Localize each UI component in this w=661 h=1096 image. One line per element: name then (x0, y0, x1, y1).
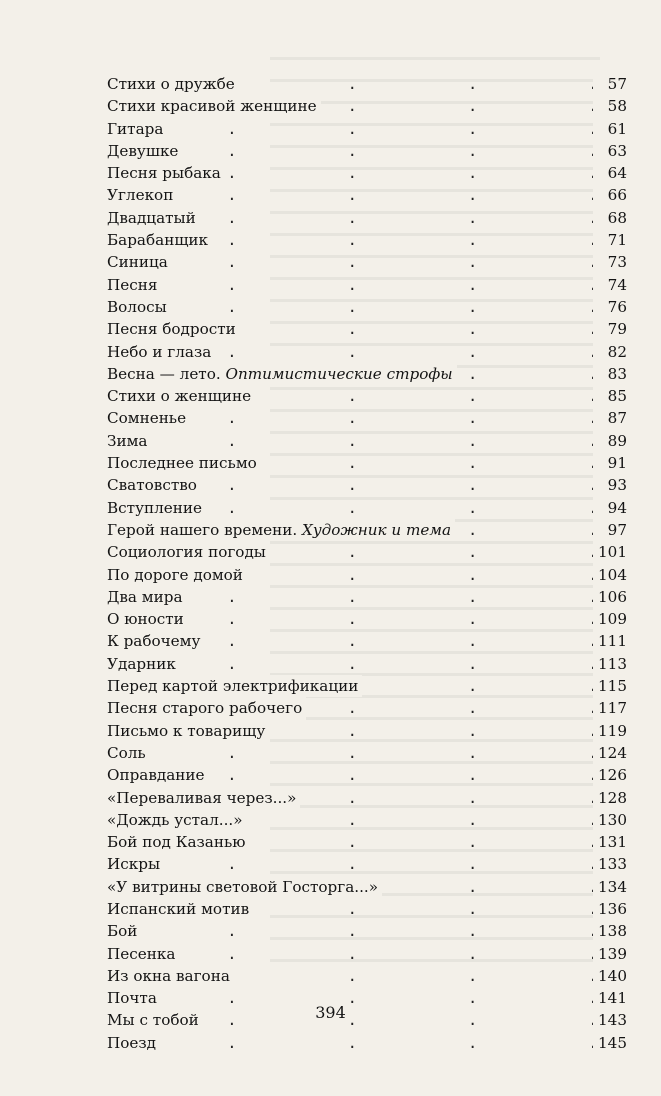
page-number: 394 (315, 1003, 346, 1022)
toc-entry (107, 675, 627, 697)
toc-entry-title (107, 876, 382, 898)
toc-entry (107, 853, 627, 875)
toc-entry-title (107, 920, 141, 942)
toc-entry (107, 274, 627, 296)
toc-entry-title (107, 184, 177, 206)
toc-entry-title-text: Синица (107, 253, 168, 272)
toc-entry (107, 207, 627, 229)
toc-entry (107, 586, 627, 608)
toc-entry (107, 1032, 627, 1054)
toc-entry (107, 140, 627, 162)
dot-leader (107, 274, 593, 296)
toc-entry (107, 564, 627, 586)
toc-entry-page-number: 93 (593, 474, 627, 496)
toc-entry-page-number: 89 (593, 430, 627, 452)
toc-entry-title-text: Почта (107, 989, 157, 1008)
toc-entry-page-number: 130 (593, 809, 627, 831)
toc-entry-title-text: Соль (107, 743, 146, 762)
toc-entry-page-number: 85 (593, 385, 627, 407)
toc-entry-page-number: 101 (593, 541, 627, 563)
toc-entry-title (107, 675, 362, 697)
toc-entry-title-text: К рабочему (107, 632, 201, 651)
toc-entry-title (107, 831, 249, 853)
toc-entry (107, 430, 627, 452)
toc-entry-title (107, 95, 321, 117)
toc-entry-title (107, 1009, 203, 1031)
toc-entry-title (107, 341, 215, 363)
toc-entry (107, 118, 627, 140)
toc-entry (107, 184, 627, 206)
dot-leader (107, 296, 593, 318)
toc-entry-title-text: Из окна вагона (107, 966, 230, 985)
toc-entry-title (107, 564, 247, 586)
dot-leader (107, 920, 593, 942)
toc-entry-page-number: 140 (593, 965, 627, 987)
toc-entry-page-number: 109 (593, 608, 627, 630)
toc-entry-page-number: 68 (593, 207, 627, 229)
toc-entry-title-text: Барабанщик (107, 231, 209, 250)
toc-entry-title-text: Оправдание (107, 766, 205, 785)
toc-entry-title-text: По дороге домой (107, 565, 243, 584)
toc-entry-page-number: 134 (593, 876, 627, 898)
toc-entry-title-text: Сватовство (107, 476, 197, 495)
toc-entry (107, 296, 627, 318)
toc-entry-title-text: Зима (107, 431, 148, 450)
toc-entry-page-number: 104 (593, 564, 627, 586)
toc-entry-page-number: 133 (593, 853, 627, 875)
dot-leader (107, 118, 593, 140)
toc-entry-title (107, 296, 171, 318)
toc-entry-title (107, 586, 187, 608)
toc-entry-title-text: Ударник (107, 654, 176, 673)
toc-entry (107, 318, 627, 340)
toc-entry-page-number: 138 (593, 920, 627, 942)
dot-leader (107, 987, 593, 1009)
toc-entry-title-text: Мы с тобой (107, 1011, 199, 1030)
toc-entry-title-text: Двадцатый (107, 208, 196, 227)
dot-leader (107, 251, 593, 273)
toc-entry-title (107, 787, 300, 809)
toc-entry-page-number: 139 (593, 943, 627, 965)
toc-entry-title-text: Испанский мотив (107, 899, 250, 918)
toc-entry-page-number: 119 (593, 720, 627, 742)
toc-entry-title-text: Стихи о женщине (107, 387, 252, 406)
toc-entry-title-text: Песенка (107, 944, 176, 963)
toc-entry-page-number: 117 (593, 697, 627, 719)
toc-entry (107, 965, 627, 987)
toc-entry (107, 920, 627, 942)
toc-entry-page-number: 97 (593, 519, 627, 541)
toc-entry-title-text: Поезд (107, 1033, 157, 1052)
toc-entry-title-text: Последнее письмо (107, 454, 257, 473)
toc-entry-title (107, 630, 204, 652)
toc-entry-title-text: Перед картой электрификации (107, 677, 359, 696)
toc-entry-subtitle: Художник и тема (302, 520, 452, 539)
toc-entry-title (107, 452, 261, 474)
toc-entry-title-text: Сомненье (107, 409, 187, 428)
toc-entry-page-number: 141 (593, 987, 627, 1009)
toc-entry-page-number: 91 (593, 452, 627, 474)
toc-entry-page-number: 83 (593, 363, 627, 385)
toc-entry-page-number: 82 (593, 341, 627, 363)
toc-entry (107, 541, 627, 563)
toc-entry-title-text: «У витрины световой Госторга...» (107, 877, 379, 896)
toc-entry-page-number: 57 (593, 73, 627, 95)
toc-entry (107, 497, 627, 519)
toc-entry-page-number: 113 (593, 653, 627, 675)
dot-leader (107, 430, 593, 452)
toc-entry (107, 898, 627, 920)
toc-entry (107, 809, 627, 831)
toc-entry-title (107, 318, 240, 340)
toc-entry-title (107, 742, 150, 764)
toc-entry-title-text: Гитара (107, 119, 164, 138)
toc-entry-page-number: 64 (593, 162, 627, 184)
toc-entry-title (107, 207, 200, 229)
toc-entry-title (107, 720, 269, 742)
toc-entry (107, 341, 627, 363)
toc-entry-page-number: 143 (593, 1009, 627, 1031)
toc-entry-title-text: Девушке (107, 141, 179, 160)
toc-entry (107, 363, 627, 385)
toc-entry-title-text: Два мира (107, 587, 183, 606)
toc-entry-title-text: Бой (107, 922, 138, 941)
dot-leader (107, 1032, 593, 1054)
toc-entry-title (107, 943, 179, 965)
toc-entry-page-number: 71 (593, 229, 627, 251)
toc-entry (107, 876, 627, 898)
toc-entry-page-number: 111 (593, 630, 627, 652)
toc-entry-title (107, 140, 182, 162)
toc-entry (107, 943, 627, 965)
toc-entry-title (107, 363, 457, 385)
toc-entry-title-text: Вступление (107, 498, 202, 517)
toc-entry-title (107, 1032, 160, 1054)
toc-entry-page-number: 87 (593, 407, 627, 429)
toc-entry-title-text: Небо и глаза (107, 342, 212, 361)
toc-entry-page-number: 58 (593, 95, 627, 117)
toc-entry-title-text: Песня рыбака (107, 164, 221, 183)
toc-entry (107, 764, 627, 786)
toc-entry-page-number: 94 (593, 497, 627, 519)
toc-entry (107, 697, 627, 719)
toc-entry (107, 452, 627, 474)
toc-entry (107, 787, 627, 809)
toc-entry-title (107, 898, 253, 920)
toc-entry-title (107, 385, 255, 407)
toc-entry-title-text: Бой под Казанью (107, 833, 246, 852)
toc-entry-title (107, 853, 164, 875)
toc-entry-title (107, 407, 190, 429)
toc-entry-title-text: «Переваливая через...» (107, 788, 297, 807)
toc-entry-title (107, 474, 201, 496)
toc-entry-page-number: 79 (593, 318, 627, 340)
toc-entry-title (107, 697, 306, 719)
toc-entry-page-number: 106 (593, 586, 627, 608)
toc-entry-title-text: Волосы (107, 297, 167, 316)
toc-entry (107, 474, 627, 496)
toc-entry-title-text: Песня (107, 275, 158, 294)
toc-entry-title (107, 541, 270, 563)
toc-entry-title (107, 764, 209, 786)
toc-entry-page-number: 128 (593, 787, 627, 809)
toc-entry-title-text: Письмо к товарищу (107, 721, 266, 740)
dot-leader (107, 853, 593, 875)
toc-entry-title (107, 73, 239, 95)
toc-entry-title-text: Герой нашего времени. (107, 520, 298, 539)
toc-entry (107, 831, 627, 853)
toc-entry-title (107, 430, 151, 452)
toc-entry-title (107, 251, 172, 273)
toc-entry-title-text: Искры (107, 855, 161, 874)
toc-entry (107, 229, 627, 251)
toc-entry-title (107, 497, 206, 519)
toc-entry-page-number: 74 (593, 274, 627, 296)
toc-entry-title (107, 229, 212, 251)
toc-entry-title (107, 809, 247, 831)
dot-leader (107, 943, 593, 965)
toc-entry (107, 73, 627, 95)
toc-entry-page-number: 66 (593, 184, 627, 206)
toc-entry-subtitle: Оптимистические строфы (225, 364, 453, 383)
dot-leader (107, 742, 593, 764)
table-of-contents (107, 73, 627, 1054)
toc-entry-title-text: Стихи о дружбе (107, 75, 235, 93)
toc-entry (107, 407, 627, 429)
toc-entry-title-text: «Дождь устал...» (107, 810, 243, 829)
toc-entry-page-number: 76 (593, 296, 627, 318)
toc-entry-page-number: 73 (593, 251, 627, 273)
toc-entry-title-text: Социология погоды (107, 543, 266, 562)
toc-entry-title (107, 965, 234, 987)
toc-entry-title-text: Углекоп (107, 186, 174, 205)
toc-entry-page-number: 145 (593, 1032, 627, 1054)
toc-entry-title-text: Песня бодрости (107, 320, 236, 339)
toc-entry (107, 742, 627, 764)
toc-entry-title (107, 987, 161, 1009)
toc-entry-page-number: 115 (593, 675, 627, 697)
toc-entry-title-text: Песня старого рабочего (107, 699, 303, 718)
toc-entry-title-text: Стихи красивой женщине (107, 97, 317, 116)
toc-entry (107, 987, 627, 1009)
toc-entry-page-number: 131 (593, 831, 627, 853)
toc-entry-title (107, 653, 180, 675)
toc-entry (107, 519, 627, 541)
toc-entry-title (107, 519, 455, 541)
toc-entry-title (107, 274, 161, 296)
toc-entry-title-text: Весна — лето. (107, 364, 221, 383)
toc-entry (107, 95, 627, 117)
toc-entry (107, 251, 627, 273)
dot-leader (107, 653, 593, 675)
dot-leader (107, 184, 593, 206)
toc-entry-page-number: 63 (593, 140, 627, 162)
toc-entry (107, 630, 627, 652)
toc-entry-page-number: 61 (593, 118, 627, 140)
toc-entry-title (107, 118, 167, 140)
toc-entry (107, 1009, 627, 1031)
toc-entry-title-text: О юности (107, 610, 184, 629)
toc-entry (107, 385, 627, 407)
toc-entry (107, 162, 627, 184)
toc-entry (107, 608, 627, 630)
toc-entry-page-number: 126 (593, 764, 627, 786)
toc-entry-page-number: 136 (593, 898, 627, 920)
toc-entry-title (107, 162, 225, 184)
toc-entry-title (107, 608, 188, 630)
toc-entry-page-number: 124 (593, 742, 627, 764)
toc-entry (107, 720, 627, 742)
toc-entry (107, 653, 627, 675)
